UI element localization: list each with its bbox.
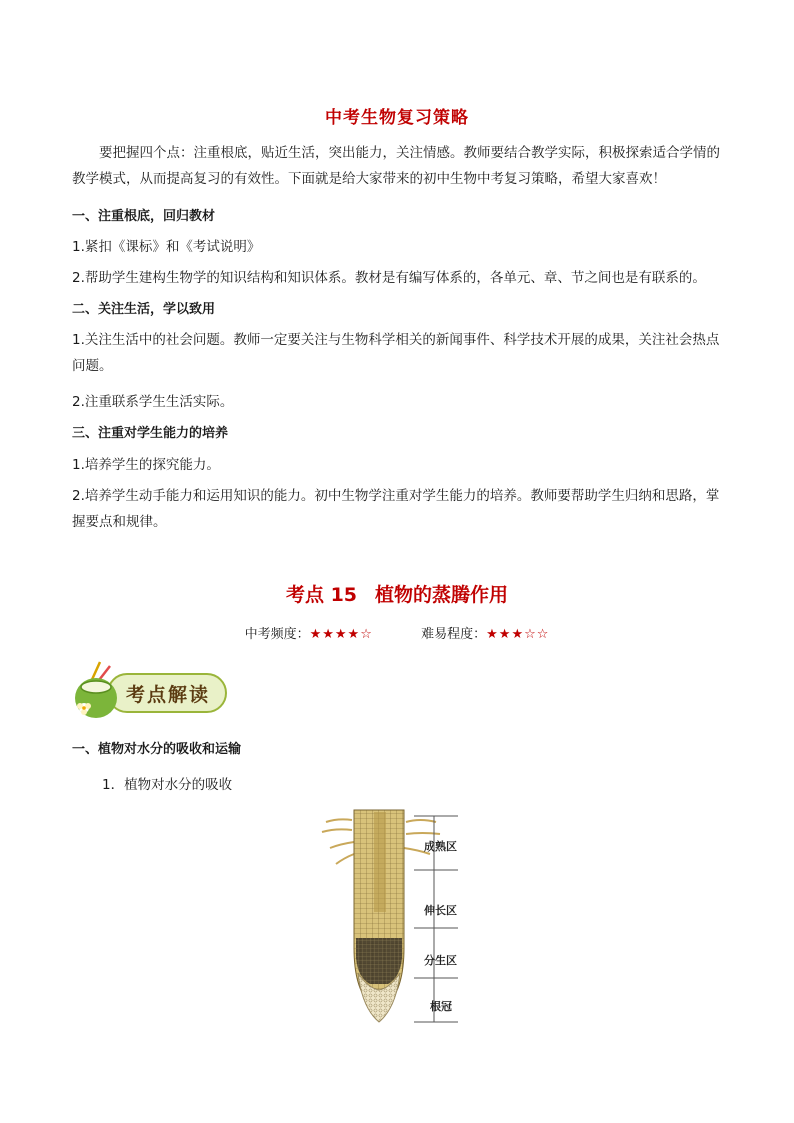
root-tip-figure: [318, 808, 478, 1030]
diff-stars: ★★★☆☆: [486, 627, 550, 642]
badge-label: 考点解读: [126, 684, 211, 706]
content-section-heading: 一、植物对水分的吸收和运输: [72, 742, 242, 757]
section3-heading: 三、注重对学生能力的培养: [72, 426, 229, 441]
zone-label-maturation: 成熟区: [424, 840, 457, 853]
section2-heading: 二、关注生活，学以致用: [72, 302, 216, 317]
kaodian-title: [0, 580, 794, 607]
section1-heading: 一、注重根底，回归教材: [72, 209, 216, 224]
section2-item2: 2.注重联系学生生活实际。: [72, 394, 234, 410]
zone-label-meristem: 分生区: [424, 954, 457, 967]
content-sub-heading: 1．植物对水分的吸收: [102, 777, 233, 793]
section3-item2: 2.培养学生动手能力和运用知识的能力。初中生物学注重对学生能力的培养。教师要帮助学生归纳和思路，掌握要点和规律。: [72, 488, 720, 530]
freq-label: 中考频度：: [244, 627, 310, 642]
section1-item1: 1.紧扣《课标》和《考试说明》: [72, 239, 261, 255]
rating-line: [0, 623, 794, 642]
section2-item1: 1.关注生活中的社会问题。教师一定要关注与生物科学相关的新闻事件、科学技术开展的成果，关注社会热点问题。: [72, 332, 720, 374]
kaodian-badge: [70, 660, 230, 722]
kaodian-name: 植物的蒸腾作用: [375, 584, 509, 606]
section1-item2: 2.帮助学生建构生物学的知识结构和知识体系。教材是有编写体系的，各单元、章、节之间也是有联系的。: [72, 270, 706, 286]
kaodian-label: 考点 15: [285, 584, 358, 606]
zone-label-elongation: 伸长区: [424, 904, 457, 917]
document-title: 中考生物复习策略: [325, 108, 469, 128]
section3-item1: 1.培养学生的探究能力。: [72, 457, 220, 473]
diff-label: 难易程度：: [421, 627, 487, 642]
zone-label-rootcap: 根冠: [430, 1000, 452, 1013]
freq-stars: ★★★★☆: [309, 627, 373, 642]
intro-paragraph: 要把握四个点：注重根底，贴近生活，突出能力，关注情感。教师要结合教学实际，积极探索适合学情的教学模式，从而提高复习的有效性。下面就是给大家带来的初中生物中考复习策略，希望大家喜欢！: [72, 145, 720, 187]
